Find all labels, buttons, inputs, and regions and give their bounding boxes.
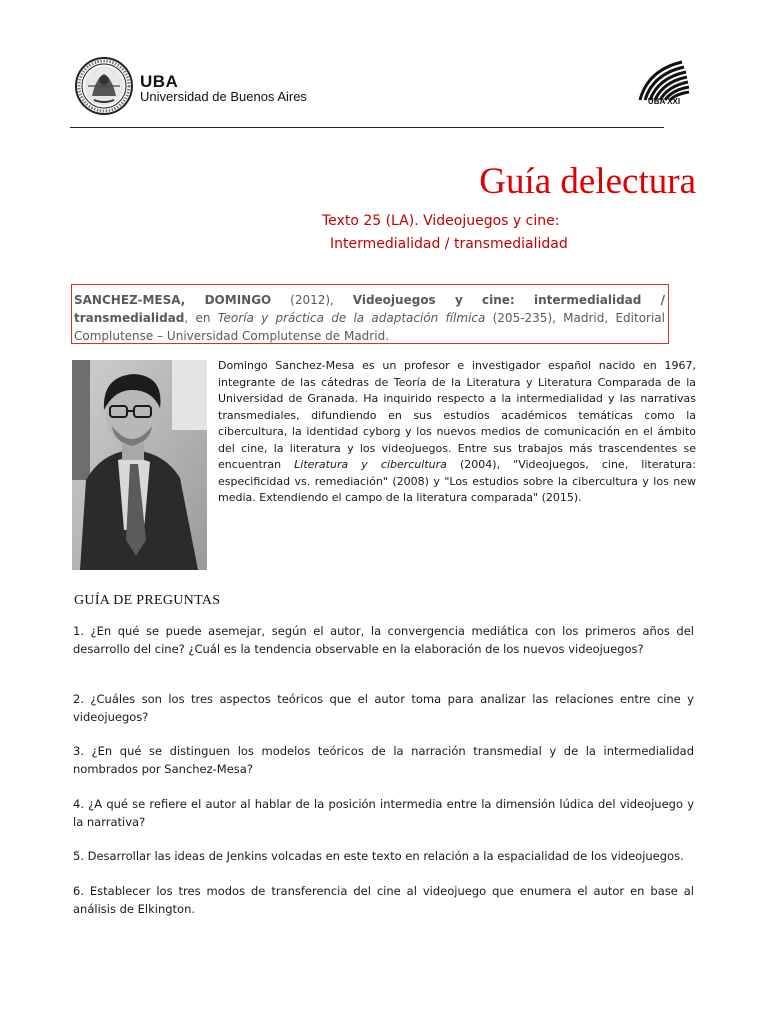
question-item: 6. Establecer los tres modos de transferencia del cine al videojuego que enumera el autor en base al análisis de Elkington. [73, 884, 694, 916]
citation-book: Teoría y práctica de la adaptación fílmica [217, 311, 486, 325]
citation-pages: (205-235), Madrid, [485, 311, 616, 325]
author-photo [72, 360, 207, 570]
uba-xxi-label: UBA XXI [647, 97, 681, 106]
author-bio [218, 358, 696, 507]
uba-seal-icon [74, 56, 134, 116]
citation-publisher: Editorial Complutense – Universidad Complutense de Madrid. [74, 311, 665, 343]
citation-in: , en [184, 311, 218, 325]
citation-chapter: Videojuegos y cine: intermedialidad / transmedialidad [74, 293, 666, 325]
question-item: 5. Desarrollar las ideas de Jenkins volcadas en este texto en relación a la espacialidad de los videojuegos. [73, 849, 684, 863]
text-reference: Texto 25 (LA). Videojuegos y cine: [322, 213, 560, 229]
question-item: 1. ¿En qué se puede asemejar, según el autor, la convergencia mediática con los primeros años del desarrollo del cine? ¿Cuál es la tendencia observable en la elaboración de los nuevos videojuegos? [73, 624, 694, 656]
uba-logo-subtitle: Universidad de Buenos Aires [140, 89, 307, 104]
header-divider [70, 127, 664, 128]
question-item: 2. ¿Cuáles son los tres aspectos teóricos que el autor toma para analizar las relaciones entre cine y videojuegos? [73, 692, 694, 724]
bio-text-part1: Domingo Sanchez-Mesa es un profesor e investigador español nacido en 1967, integrante de las cátedras de Teoría de la Literatura y Literatura Comparada de la Universidad de Granada. Ha inquirido respecto a la intermedialidad y las narrativas transmediales, difundiendo en sus estudios académicos temáticas como la cibercultura, la identidad cyborg y los nuevos medios de comunicación en el ámbito del cine, la literatura y los videojuegos. Entre sus trabajos más trascendentes se encuentran [218, 359, 696, 471]
question-item: 4. ¿A qué se refiere el autor al hablar de la posición intermedia entre la dimensión lúdica del videojuego y la narrativa? [73, 797, 694, 829]
text-topic: Intermedialidad / transmedialidad [330, 236, 568, 252]
uba-logo-title: UBA [140, 72, 179, 91]
question-item: 3. ¿En qué se distinguen los modelos teóricos de la narración transmedial y de la intermedialidad nombrados por Sanchez-Mesa? [73, 744, 694, 776]
citation-year: (2012), [271, 293, 353, 307]
bio-book-title: Literatura y cibercultura [294, 458, 447, 471]
questions-heading: GUÍA DE PREGUNTAS [74, 593, 221, 608]
citation-box [71, 284, 669, 344]
page-title: Guía delectura [479, 161, 696, 202]
citation-author: SANCHEZ-MESA, DOMINGO [74, 293, 272, 307]
bio-text-part2: (2004), "Videojuegos, cine, literatura: especificidad vs. remediación" (2008) y "Los estudios sobre la cibercultura y los new media. Extendiendo el campo de la literatura comparada" (2015). [218, 458, 696, 504]
